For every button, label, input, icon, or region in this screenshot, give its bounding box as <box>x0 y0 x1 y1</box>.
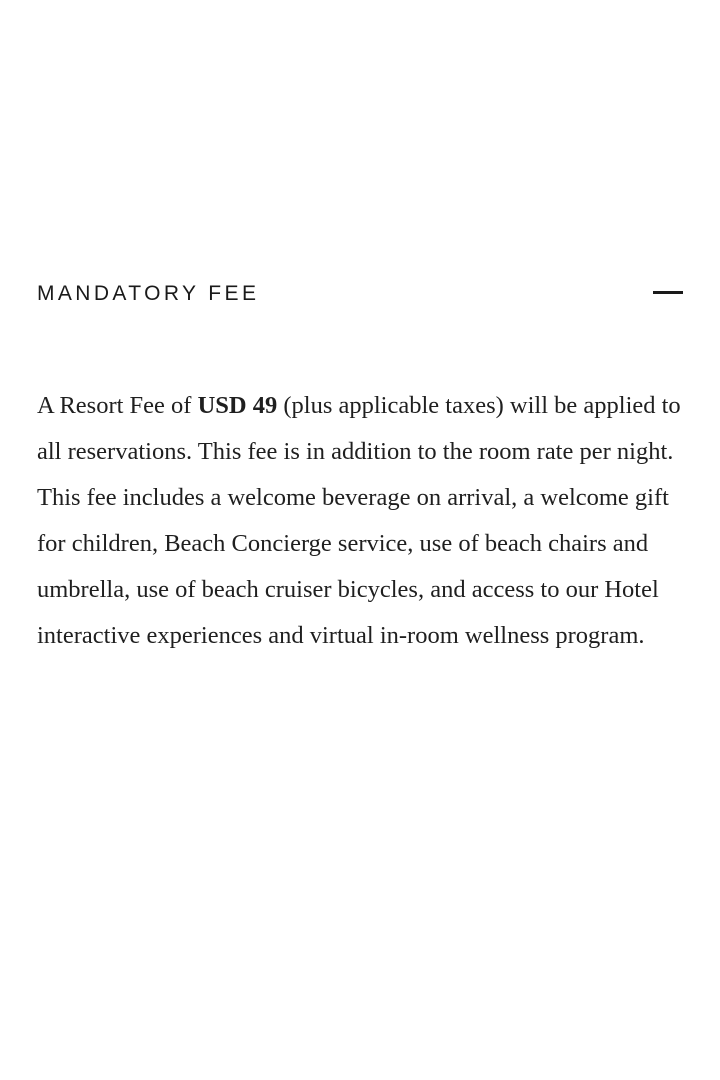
section-title: MANDATORY FEE <box>37 282 260 305</box>
minus-icon[interactable] <box>653 291 683 294</box>
fee-description <box>37 383 687 659</box>
mandatory-fee-accordion-header[interactable] <box>37 276 685 312</box>
fee-text-before: A Resort Fee of <box>37 392 192 419</box>
fee-text-after: (plus applicable taxes) will be applied to all reservations. This fee is in addition to the room rate per night. This fee includes a welcome beverage on arrival, a welcome gift for children, Beach Concierge service, use of beach chairs and umbrella, use of beach cruiser bicycles, and access to our Hotel interactive experiences and virtual in-room wellness program. <box>37 392 681 649</box>
fee-amount: USD 49 <box>197 392 278 419</box>
